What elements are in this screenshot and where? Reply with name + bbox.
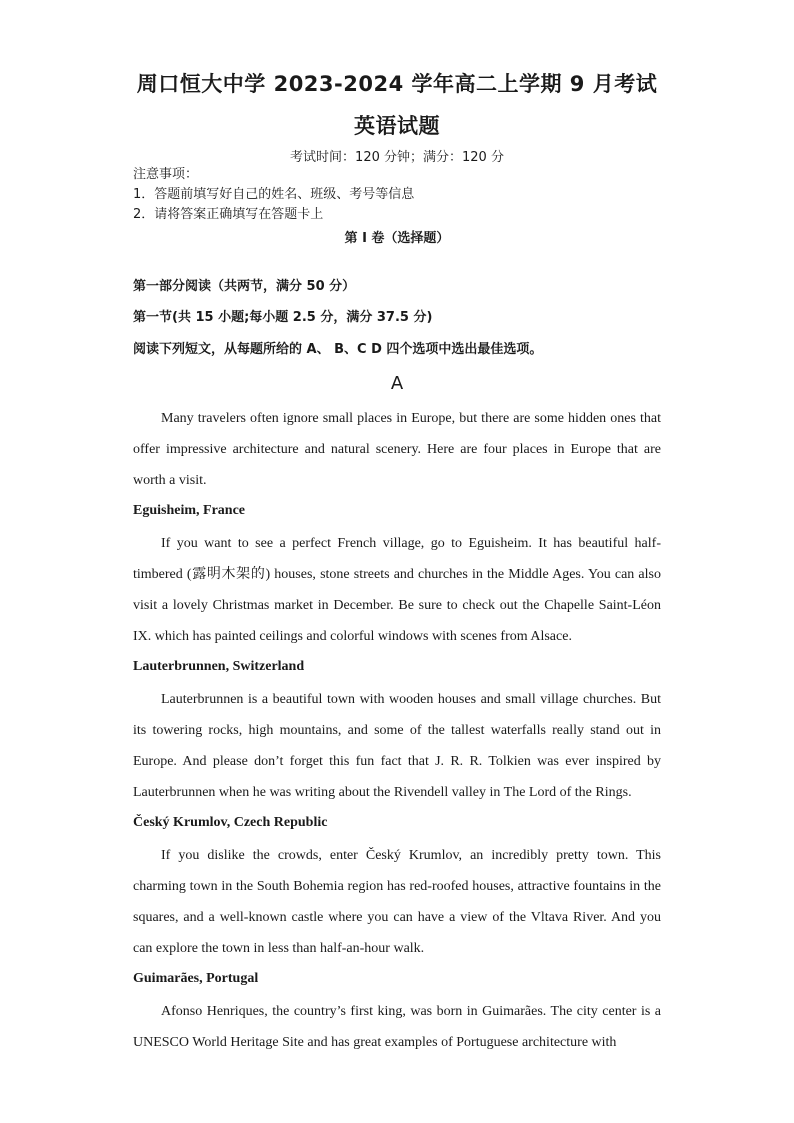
place-heading: Český Krumlov, Czech Republic [133, 815, 328, 830]
notes-item-2: 2．请将答案正确填写在答题卡上 [133, 207, 324, 222]
volume-title: 第 I 卷（选择题） [344, 231, 450, 246]
passage-intro: Many travelers often ignore small places in Europe, but there are some hidden ones that offer impressive architecture and natural scenery. Here are four places in Europe that are worth a visit. [133, 411, 661, 488]
exam-time-score: 考试时间：120 分钟；满分：120 分 [290, 150, 504, 165]
place-heading: Lauterbrunnen, Switzerland [133, 659, 305, 674]
section-heading: 第一节(共 15 小题;每小题 2.5 分，满分 37.5 分) [133, 310, 433, 325]
place-paragraph: Afonso Henriques, the country’s first king, was born in Guimarães. The city center is a UNESCO World Heritage Site and has great examples of Portuguese architecture with [133, 1004, 661, 1050]
place-heading: Eguisheim, France [133, 503, 245, 518]
place-paragraph: Lauterbrunnen is a beautiful town with wooden houses and small village churches. But its towering rocks, high mountains, and some of the tallest waterfalls really stand out in Europe. And please don’t forget this fun fact that J. R. R. Tolkien was ever inspired by Lauterbrunnen when he was writing about the Rivendell valley in The Lord of the Rings. [133, 692, 661, 800]
place-paragraph: If you want to see a perfect French village, go to Eguisheim. It has beautiful half-timbered (露明木架的) houses, stone streets and churches in the Middle Ages. You can also visit a lovely Christmas market in December. Be sure to check out the Chapelle Saint-Léon IX. which has painted ceilings and colorful windows with scenes from Alsace. [133, 536, 661, 644]
reading-instruction: 阅读下列短文，从每题所给的 A、 B、C D 四个选项中选出最佳选项。 [133, 342, 543, 357]
notes-item-1: 1．答题前填写好自己的姓名、班级、考号等信息 [133, 187, 415, 202]
exam-title: 周口恒大中学 2023-2024 学年高二上学期 9 月考试 [136, 72, 658, 96]
passage-label: A [390, 373, 404, 394]
part-heading: 第一部分阅读（共两节，满分 50 分） [133, 279, 356, 294]
place-paragraph: If you dislike the crowds, enter Český Krumlov, an incredibly pretty town. This charming town in the South Bohemia region has red-roofed houses, attractive fountains in the squares, and a well-known castle where you can have a view of the Vltava River. And you can explore the town in less than half-an-hour walk. [133, 848, 661, 956]
exam-subject-title: 英语试题 [354, 114, 440, 138]
notes-heading: 注意事项： [133, 167, 199, 182]
place-heading: Guimarães, Portugal [133, 971, 259, 986]
